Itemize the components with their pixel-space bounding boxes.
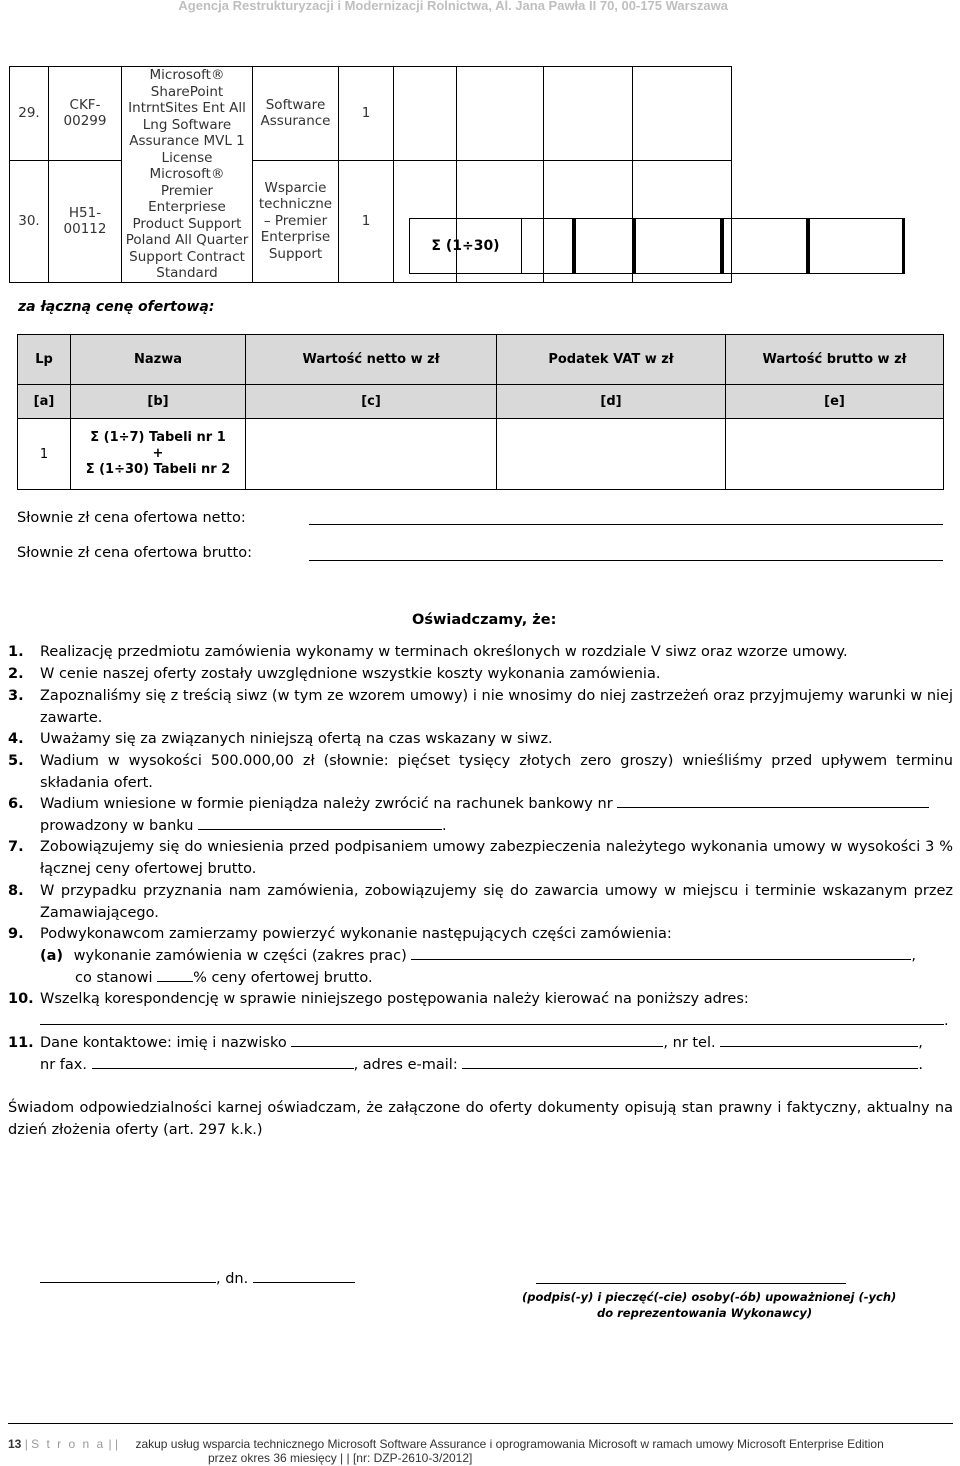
col-header: Wartość netto w zł (246, 335, 497, 385)
row-name (71, 419, 246, 490)
item-text: nr fax. (40, 1057, 87, 1073)
item-text: Dane kontaktowe: imię i nazwisko (40, 1035, 287, 1051)
bank-name-field[interactable] (198, 815, 442, 830)
place-field[interactable] (40, 1268, 216, 1283)
sum-cell (809, 218, 905, 274)
page-word: S t r o n a (31, 1437, 106, 1451)
item-body (40, 923, 953, 989)
item-number: 11. (8, 1035, 34, 1051)
col-letter: [d] (497, 385, 726, 419)
item-number: 3. (8, 688, 24, 704)
subcontract-percent-field[interactable] (157, 967, 193, 982)
product-qty: 1 (339, 160, 394, 282)
awareness-statement: Świadom odpowiedzialności karnej oświadczam, że załączone do oferty dokumenty opisują stan prawny i faktyczny, aktualny na dzień złożenia oferty (art. 297 k.k.) (8, 1100, 953, 1138)
row-name-line: Σ (1÷7) Tabeli nr 1 (90, 430, 226, 445)
table-row (10, 67, 732, 161)
item-number: 10. (8, 991, 34, 1007)
signature-caption: (podpis(-y) i pieczęć(-cie) osoby(-ób) upoważnionej (-ych) (522, 1290, 897, 1304)
empty-cell (457, 67, 544, 161)
item-number: 8. (8, 883, 24, 899)
item-body (40, 1032, 953, 1076)
bank-account-field[interactable] (617, 793, 929, 808)
empty-cell (633, 67, 732, 161)
empty-cell (394, 67, 457, 161)
empty-cell (246, 419, 497, 490)
item-body (40, 793, 953, 837)
product-name: Microsoft® SharePoint IntrntSites Ent All Lng Software Assurance MVL 1 License (128, 67, 246, 166)
address-field[interactable] (40, 1010, 944, 1025)
table-header-row (18, 335, 944, 385)
item-text: Wadium wniesione w formie pieniądza należy zwrócić na rachunek bankowy nr (40, 796, 613, 812)
email-field[interactable] (462, 1054, 918, 1069)
item-text: Wszelką korespondencję w sprawie niniejszego postępowania należy kierować na poniższy adres: (40, 991, 749, 1007)
product-code: CKF-00299 (49, 67, 122, 161)
empty-cell (544, 67, 633, 161)
item-text: , (918, 1035, 923, 1051)
row-number: 30. (10, 160, 49, 282)
item-text: . (944, 1013, 949, 1029)
sum-label: Σ (1÷30) (409, 218, 522, 274)
item-number: 2. (8, 666, 24, 682)
contact-name-field[interactable] (291, 1032, 663, 1047)
item-number: 1. (8, 644, 24, 660)
item-text: . (442, 818, 447, 834)
page-number: 13 (8, 1437, 22, 1451)
page-footer (8, 1423, 953, 1465)
price-heading: za łączną cenę ofertową: (18, 299, 215, 315)
words-net-field[interactable] (309, 524, 943, 525)
item-text: Podwykonawcom zamierzamy powierzyć wykonanie następujących części zamówienia: (40, 926, 672, 942)
product-type: Wsparcie techniczne – Premier Enterprise Support (253, 160, 339, 282)
col-letter: [a] (18, 385, 71, 419)
subcontract-scope-field[interactable] (411, 945, 911, 960)
words-gross-field[interactable] (309, 560, 943, 561)
item-number: 9. (8, 926, 24, 942)
item-text: wykonanie zamówienia w części (zakres prac) (73, 948, 407, 964)
col-header: Wartość brutto w zł (726, 335, 944, 385)
date-separator: , dn. (216, 1271, 249, 1287)
words-gross-label: Słownie zł cena ofertowa brutto: (17, 545, 252, 561)
item-text: , (911, 948, 916, 964)
item-number: 5. (8, 753, 24, 769)
item-body (40, 988, 953, 1032)
words-net-label: Słownie zł cena ofertowa netto: (17, 510, 246, 526)
item-text: Zapoznaliśmy się z treścią siwz (w tym ze wzorem umowy) i nie wnosimy do niej zastrzeżeń oraz przyjmujemy warunki w niej zawarte. (40, 688, 953, 726)
date-field[interactable] (253, 1268, 355, 1283)
item-text: , nr tel. (663, 1035, 716, 1051)
item-text: W cenie naszej oferty zostały uwzględnione wszystkie koszty wykonania zamówienia. (40, 666, 661, 682)
item-text: . (918, 1057, 923, 1073)
col-header: Nazwa (71, 335, 246, 385)
row-number: 29. (10, 67, 49, 161)
product-name: Microsoft® Premier Enterpriese Product Support Poland All Quarter Support Contract Standard (125, 166, 249, 281)
footer-text: przez okres 36 miesięcy | | [nr: DZP-2610-3/2012] (208, 1451, 473, 1465)
fax-field[interactable] (92, 1054, 354, 1069)
empty-cell (497, 419, 726, 490)
sum-cell (521, 218, 573, 274)
item-text: Uważamy się za związanych niniejszą ofertą na czas wskazany w siwz. (40, 731, 553, 747)
product-code: H51-00112 (49, 160, 122, 282)
item-text: prowadzony w banku (40, 818, 194, 834)
col-letter: [b] (71, 385, 246, 419)
item-text: Zobowiązujemy się do wniesienia przed podpisaniem umowy zabezpieczenia należytego wykonania umowy w wysokości 3 % łącznej ceny ofertowej brutto. (40, 839, 953, 877)
col-letter: [c] (246, 385, 497, 419)
footer-line: 13 | S t r o n a | | zakup usług wsparcia technicznego Microsoft Software Assurance i oprogramowania Microsoft w ramach umowy Microsoft Enterprise Edition (8, 1437, 884, 1451)
col-header: Lp (18, 335, 71, 385)
empty-cell (726, 419, 944, 490)
price-table (17, 334, 944, 490)
row-number: 1 (18, 419, 71, 490)
col-letter: [e] (726, 385, 944, 419)
declaration-title: Oświadczamy, że: (412, 612, 557, 628)
item-text: % ceny ofertowej brutto. (193, 970, 373, 986)
sum-cell (721, 218, 809, 274)
table-letter-row (18, 385, 944, 419)
item-number: 6. (8, 796, 24, 812)
footer-text: zakup usług wsparcia technicznego Microsoft Software Assurance i oprogramowania Microsoft w ramach umowy Microsoft Enterprise Edition (135, 1437, 884, 1451)
product-type: Software Assurance (253, 67, 339, 161)
product-qty: 1 (339, 67, 394, 161)
item-number: 4. (8, 731, 24, 747)
item-text: , adres e-mail: (353, 1057, 458, 1073)
row-name-line: + (152, 446, 164, 461)
table-row (18, 419, 944, 490)
item-number: 7. (8, 839, 24, 855)
item-text: W przypadku przyznania nam zamówienia, zobowiązujemy się do zawarcia umowy w miejscu i terminie wskazanym przez Zamawiającego. (40, 883, 953, 921)
sub-item-label: (a) (40, 948, 64, 964)
item-text: Wadium w wysokości 500.000,00 zł (słownie: pięćset tysięcy złotych zero groszy) wnieśliśmy przed upływem terminu składania ofert. (40, 753, 953, 791)
signature-caption: do reprezentowania Wykonawcy) (597, 1306, 813, 1320)
sum-cell (573, 218, 635, 274)
sum-cell (635, 218, 721, 274)
row-name-line: Σ (1÷30) Tabeli nr 2 (85, 462, 231, 477)
product-names (122, 67, 253, 283)
col-header: Podatek VAT w zł (497, 335, 726, 385)
phone-field[interactable] (720, 1032, 918, 1047)
page-header: Agencja Restrukturyzacji i Modernizacji Rolnictwa, Al. Jana Pawła II 70, 00-175 Warszawa (178, 0, 728, 13)
item-text: Realizację przedmiotu zamówienia wykonamy w terminach określonych w rozdziale V siwz oraz wzorze umowy. (40, 644, 848, 660)
item-text: co stanowi (75, 970, 153, 986)
signature-field[interactable] (536, 1283, 846, 1284)
date-line (40, 1268, 355, 1287)
